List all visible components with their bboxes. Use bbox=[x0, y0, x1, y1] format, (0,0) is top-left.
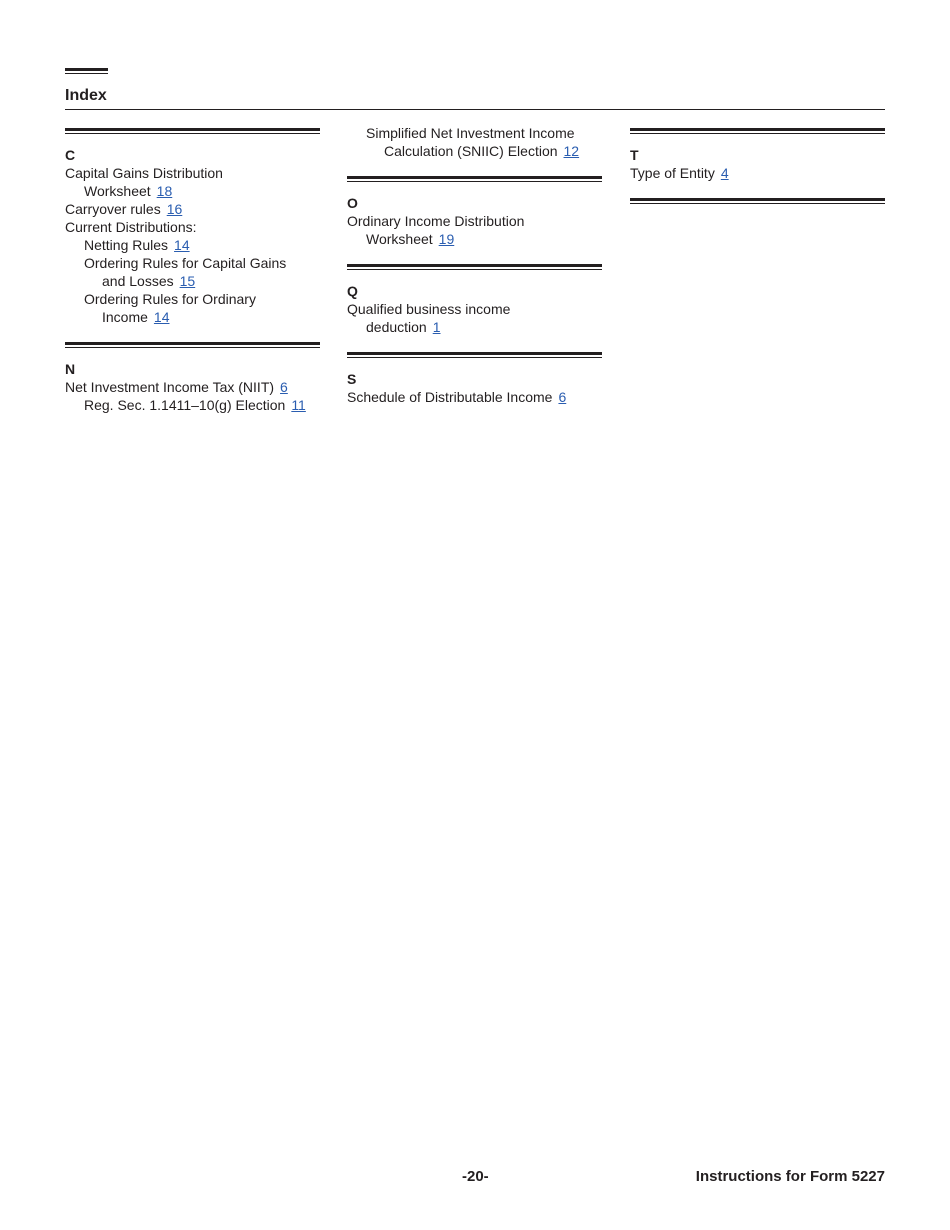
section-rule bbox=[347, 176, 602, 182]
section-letter-q: Q bbox=[347, 283, 358, 299]
page-link[interactable]: 14 bbox=[174, 237, 190, 253]
section-rule bbox=[65, 342, 320, 348]
page-title: Index bbox=[65, 87, 107, 104]
top-rule bbox=[65, 68, 108, 74]
page-link[interactable]: 6 bbox=[558, 389, 567, 405]
section-letter-t: T bbox=[630, 147, 639, 163]
section-rule bbox=[65, 128, 320, 134]
section-rule bbox=[347, 264, 602, 270]
index-entry: Worksheet 18 bbox=[84, 183, 173, 199]
section-rule bbox=[630, 128, 885, 134]
page-link[interactable]: 18 bbox=[156, 183, 173, 199]
index-subentry: Ordering Rules for Ordinary bbox=[84, 291, 256, 307]
section-letter-c: C bbox=[65, 147, 76, 163]
section-rule bbox=[347, 352, 602, 358]
index-entry: Capital Gains Distribution bbox=[65, 165, 223, 181]
page-link[interactable]: 19 bbox=[438, 231, 455, 247]
index-subentry: Ordering Rules for Capital Gains bbox=[84, 255, 287, 271]
section-letter-o: O bbox=[347, 195, 358, 211]
page-link[interactable]: 14 bbox=[153, 309, 170, 325]
index-subentry: and Losses 15 bbox=[102, 273, 196, 289]
index-column-1 bbox=[65, 124, 320, 414]
index-entry: Ordinary Income Distribution bbox=[347, 213, 525, 229]
document-title: Instructions for Form 5227 bbox=[695, 1168, 885, 1185]
index-column-2 bbox=[347, 124, 602, 406]
index-entry: Worksheet 19 bbox=[366, 231, 455, 247]
index-entry: Net Investment Income Tax (NIIT) 6 bbox=[65, 379, 288, 395]
page-link[interactable]: 16 bbox=[166, 201, 183, 217]
index-entry: Current Distributions: bbox=[65, 219, 197, 235]
page-link[interactable]: 6 bbox=[280, 379, 288, 395]
title-divider bbox=[65, 109, 885, 110]
page-link[interactable]: 4 bbox=[720, 165, 729, 181]
index-subentry: Reg. Sec. 1.1411–10(g) Election 11 bbox=[84, 397, 306, 413]
page-link[interactable]: 12 bbox=[563, 143, 580, 159]
index-subentry: Simplified Net Investment Income bbox=[366, 125, 575, 141]
index-entry: Type of Entity 4 bbox=[630, 165, 729, 181]
index-entry: Qualified business income bbox=[347, 301, 511, 317]
index-entry: Schedule of Distributable Income 6 bbox=[347, 389, 567, 405]
page-number: -20- bbox=[462, 1168, 489, 1185]
index-column-3 bbox=[630, 124, 885, 204]
section-letter-s: S bbox=[347, 371, 357, 387]
index-subentry: Netting Rules 14 bbox=[84, 237, 190, 253]
index-entry: Carryover rules 16 bbox=[65, 201, 183, 217]
page-link[interactable]: 15 bbox=[179, 273, 196, 289]
index-entry: deduction 1 bbox=[366, 319, 441, 335]
page-link[interactable]: 1 bbox=[432, 319, 441, 335]
index-subentry: Income 14 bbox=[102, 309, 170, 325]
page-link[interactable]: 11 bbox=[291, 397, 306, 413]
section-rule bbox=[630, 198, 885, 204]
section-letter-n: N bbox=[65, 361, 76, 377]
index-subentry: Calculation (SNIIC) Election 12 bbox=[384, 143, 580, 159]
